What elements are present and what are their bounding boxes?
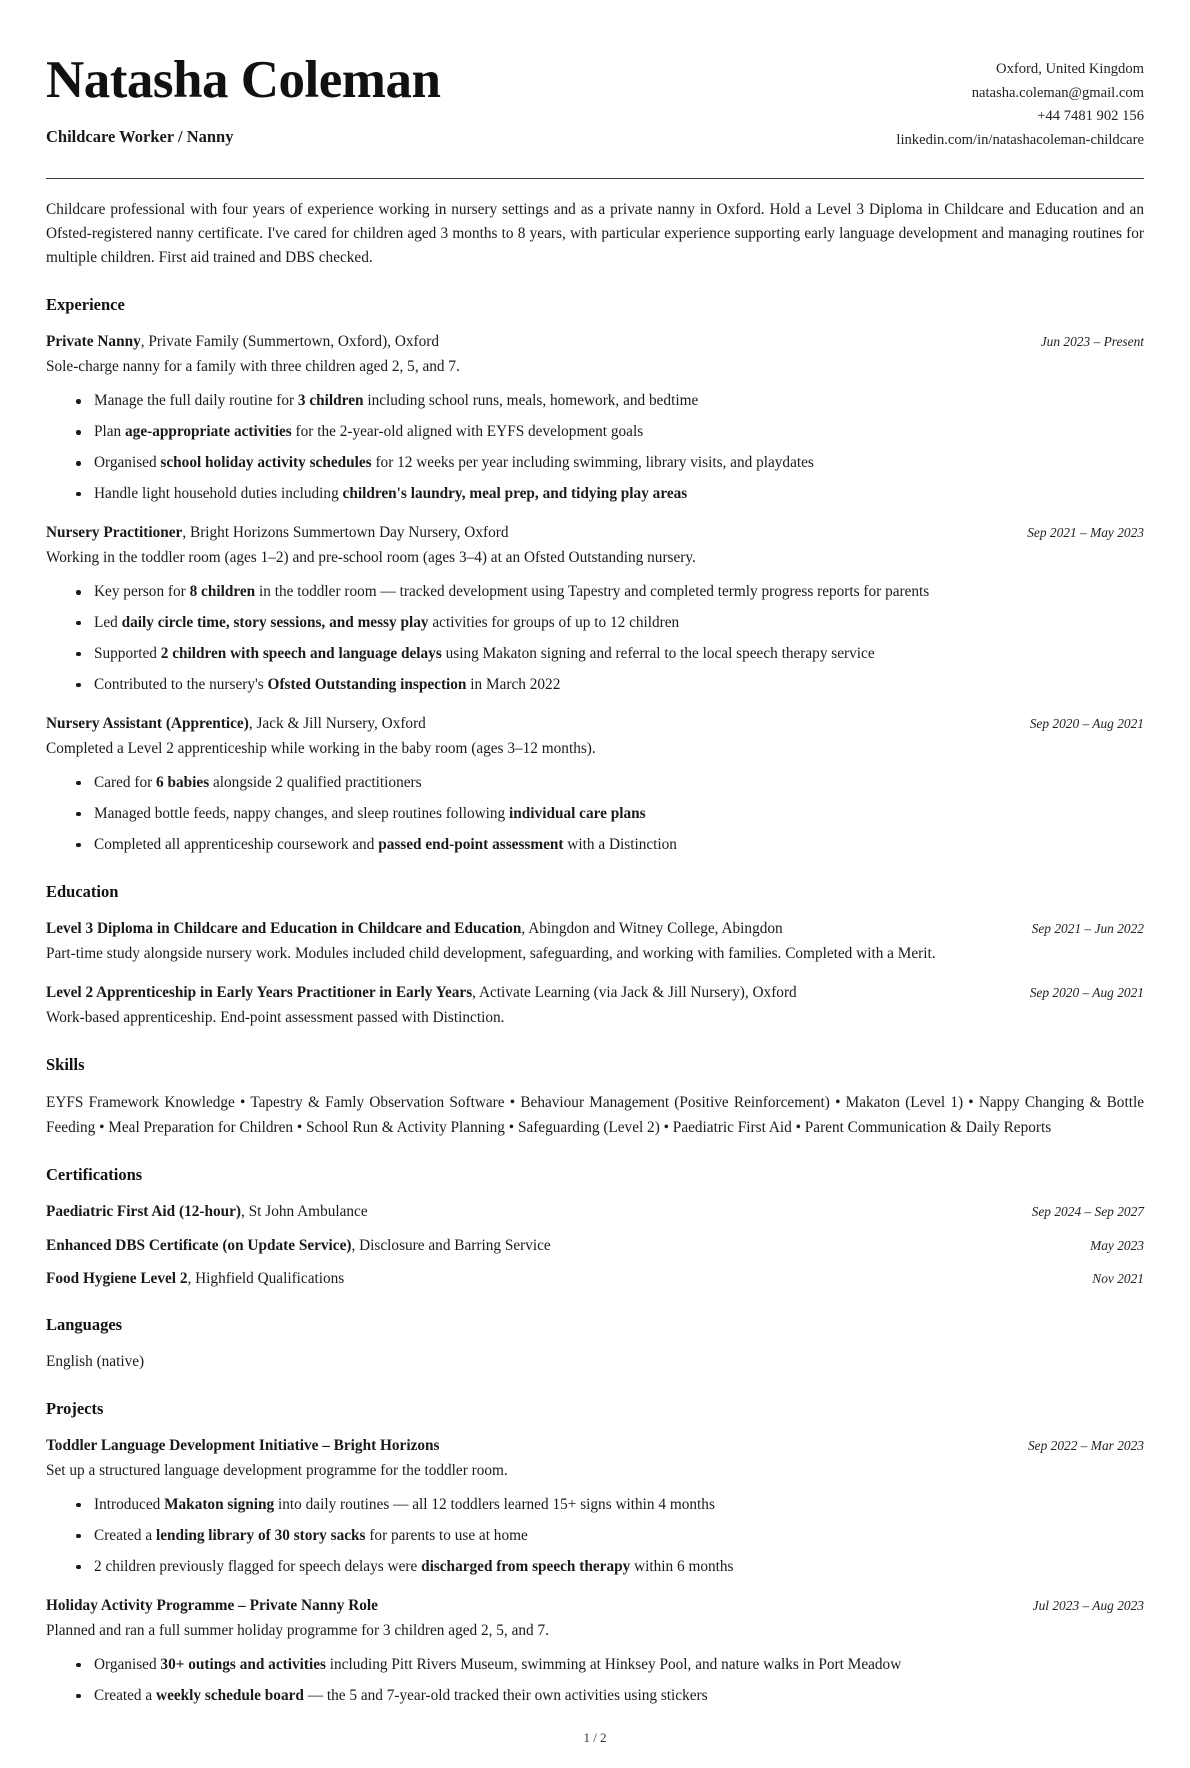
contact-location: Oxford, United Kingdom (996, 61, 1144, 77)
entry (46, 713, 1144, 857)
entry-bullet-list (46, 390, 1144, 506)
section-title-skills: Skills (46, 1054, 85, 1074)
certification-heading (46, 1235, 551, 1257)
bullet-item: Plan age-appropriate activities for the 2-year-old aligned with EYFS development goals (76, 421, 1144, 444)
entry (46, 522, 1144, 697)
entry-date: Sep 2020 – Aug 2021 (1029, 984, 1144, 1000)
contact-block (896, 52, 1146, 153)
certification-date: Nov 2021 (1092, 1270, 1144, 1286)
entry-description: Planned and ran a full summer holiday programme for 3 children aged 2, 5, and 7. (46, 1621, 549, 1639)
entry-bullet-list (46, 772, 1144, 857)
entry-organisation: , Activate Learning (via Jack & Jill Nursery), Oxford (472, 983, 797, 1001)
entry (46, 331, 1144, 506)
skills-list: EYFS Framework Knowledge • Tapestry & Famly Observation Software • Behaviour Management (Positive Reinforcement) • Makaton (Level 1) • Nappy Changing & Bottle Feeding • Meal Preparation for Children • School Run & Activity Planning • Safeguarding (Level 2) • Paediatric First Aid • Parent Communication & Daily Reports (46, 1093, 1144, 1136)
section-title-experience: Experience (46, 295, 125, 315)
bullet-item: Created a weekly schedule board — the 5 and 7-year-old tracked their own activities using stickers (76, 1685, 1144, 1708)
entry-bullet-list (46, 1654, 1144, 1708)
bullet-item: Led daily circle time, story sessions, and messy play activities for groups of up to 12 children (76, 612, 1144, 635)
languages-text: English (native) (46, 1352, 145, 1370)
entry-organisation: , Bright Horizons Summertown Day Nursery, Oxford (182, 523, 509, 541)
certification-name: Food Hygiene Level 2 (46, 1269, 188, 1287)
resume-header (44, 44, 1146, 153)
bullet-item: Manage the full daily routine for 3 children including school runs, meals, homework, and bedtime (76, 390, 1144, 413)
section-skills (44, 1055, 1146, 1141)
contact-phone[interactable]: +44 7481 902 156 (1037, 108, 1144, 125)
entry-description: Completed a Level 2 apprenticeship while working in the baby room (ages 3–12 months). (46, 739, 596, 757)
entry (46, 1435, 1144, 1579)
section-title-projects: Projects (46, 1398, 104, 1418)
contact-email[interactable]: natasha.coleman@gmail.com (971, 84, 1144, 101)
entry-description: Working in the toddler room (ages 1–2) and pre-school room (ages 3–4) at an Ofsted Outstanding nursery. (46, 549, 696, 567)
candidate-job-title: Childcare Worker / Nanny (46, 127, 234, 147)
entry-heading (46, 982, 797, 1004)
certification-name: Enhanced DBS Certificate (on Update Service) (46, 1236, 352, 1254)
certification-name: Paediatric First Aid (12-hour) (46, 1203, 242, 1221)
certification-date: Sep 2024 – Sep 2027 (1031, 1204, 1144, 1220)
entry-description: Part-time study alongside nursery work. Modules included child development, safeguarding, and working with families. Completed with a Merit. (46, 944, 936, 962)
entry (46, 918, 1144, 966)
education-entry-list (46, 918, 1144, 1030)
entry-title: Nursery Practitioner (46, 523, 183, 541)
certification-header (46, 1201, 1144, 1223)
entry (46, 1595, 1144, 1708)
entry-header (46, 1435, 1144, 1457)
section-projects (44, 1399, 1146, 1708)
entry-heading (46, 522, 509, 544)
entry-heading (46, 713, 426, 735)
section-experience (44, 295, 1146, 857)
bullet-item: Organised 30+ outings and activities including Pitt Rivers Museum, swimming at Hinksey Pool, and nature walks in Port Meadow (76, 1654, 1144, 1677)
certification-date: May 2023 (1090, 1237, 1144, 1253)
certification-heading (46, 1201, 368, 1223)
summary-paragraph: Childcare professional with four years of experience working in nursery settings and as a private nanny in Oxford. Hold a Level 3 Diploma in Childcare and Education and an Ofsted-registered nanny certificate. I've cared for children aged 3 months to 8 years, with particular experience supporting early language development and managing routines for multiple children. First aid trained and DBS checked. (46, 200, 1144, 266)
section-title-languages: Languages (46, 1314, 123, 1334)
section-education (44, 882, 1146, 1030)
bullet-item: Created a lending library of 30 story sacks for parents to use at home (76, 1525, 1144, 1548)
identity-block (44, 52, 440, 147)
section-certifications (44, 1165, 1146, 1290)
entry-organisation: , Abingdon and Witney College, Abingdon (521, 919, 783, 937)
entry-organisation: , Jack & Jill Nursery, Oxford (248, 714, 426, 732)
entry-header (46, 982, 1144, 1004)
certification-header (46, 1235, 1144, 1257)
certification-heading (46, 1268, 344, 1290)
entry-organisation: , Private Family (Summertown, Oxford), Oxford (140, 333, 439, 351)
entry-header (46, 522, 1144, 544)
entry-date: Sep 2021 – Jun 2022 (1031, 920, 1144, 936)
entry-date: Jun 2023 – Present (1040, 334, 1144, 350)
entry-title: Level 2 Apprenticeship in Early Years Practitioner in Early Years (46, 983, 473, 1001)
entry-title: Toddler Language Development Initiative – Bright Horizons (46, 1436, 440, 1454)
entry-date: Sep 2022 – Mar 2023 (1027, 1437, 1144, 1453)
certification-issuer: , Highfield Qualifications (187, 1269, 345, 1287)
bullet-item: Cared for 6 babies alongside 2 qualified practitioners (76, 772, 1144, 795)
entry-header (46, 1595, 1144, 1617)
bullet-item: Managed bottle feeds, nappy changes, and sleep routines following individual care plans (76, 803, 1144, 826)
entry-description: Work-based apprenticeship. End-point assessment passed with Distinction. (46, 1008, 505, 1026)
entry-heading (46, 331, 439, 353)
certification-row (46, 1235, 1144, 1257)
entry-header (46, 918, 1144, 940)
section-languages (44, 1315, 1146, 1374)
entry (46, 982, 1144, 1030)
experience-entry-list (46, 331, 1144, 857)
entry-header (46, 331, 1144, 353)
entry-heading (46, 1435, 439, 1457)
entry-description: Set up a structured language development programme for the toddler room. (46, 1462, 508, 1480)
entry-date: Sep 2020 – Aug 2021 (1029, 715, 1144, 731)
entry-title: Nursery Assistant (Apprentice) (46, 714, 249, 732)
bullet-item: Key person for 8 children in the toddler room — tracked development using Tapestry and completed termly progress reports for parents (76, 581, 1144, 604)
entry-heading (46, 918, 783, 940)
entry-bullet-list (46, 581, 1144, 697)
entry-title: Level 3 Diploma in Childcare and Education in Childcare and Education (46, 919, 522, 937)
certification-entry-list (46, 1201, 1144, 1290)
certification-issuer: , St John Ambulance (241, 1203, 368, 1221)
bullet-item: Introduced Makaton signing into daily routines — all 12 toddlers learned 15+ signs within 4 months (76, 1494, 1144, 1517)
entry-date: Jul 2023 – Aug 2023 (1032, 1597, 1144, 1613)
entry-header (46, 713, 1144, 735)
bullet-item: Handle light household duties including children's laundry, meal prep, and tidying play areas (76, 483, 1144, 506)
bullet-item: Organised school holiday activity schedules for 12 weeks per year including swimming, library visits, and playdates (76, 452, 1144, 475)
section-title-education: Education (46, 881, 119, 901)
entry-date: Sep 2021 – May 2023 (1027, 524, 1144, 540)
entry-description: Sole-charge nanny for a family with three children aged 2, 5, and 7. (46, 358, 460, 376)
page-footer: 1 / 2 (583, 1729, 607, 1745)
certification-row (46, 1268, 1144, 1290)
project-entry-list (46, 1435, 1144, 1708)
entry-heading (46, 1595, 378, 1617)
certification-header (46, 1268, 1144, 1290)
candidate-name: Natasha Coleman (46, 51, 441, 109)
entry-title: Holiday Activity Programme – Private Nanny Role (46, 1596, 378, 1614)
bullet-item: Contributed to the nursery's Ofsted Outstanding inspection in March 2022 (76, 674, 1144, 697)
certification-issuer: , Disclosure and Barring Service (351, 1236, 551, 1254)
section-title-certifications: Certifications (46, 1165, 143, 1185)
bullet-item: 2 children previously flagged for speech delays were discharged from speech therapy within 6 months (76, 1556, 1144, 1579)
entry-title: Private Nanny (46, 333, 141, 351)
bullet-item: Supported 2 children with speech and language delays using Makaton signing and referral to the local speech therapy service (76, 643, 1144, 666)
contact-linkedin[interactable]: linkedin.com/in/natashacoleman-childcare (896, 131, 1144, 148)
bullet-item: Completed all apprenticeship coursework and passed end-point assessment with a Distinction (76, 834, 1144, 857)
header-divider (46, 178, 1144, 179)
entry-bullet-list (46, 1494, 1144, 1579)
certification-row (46, 1201, 1144, 1223)
